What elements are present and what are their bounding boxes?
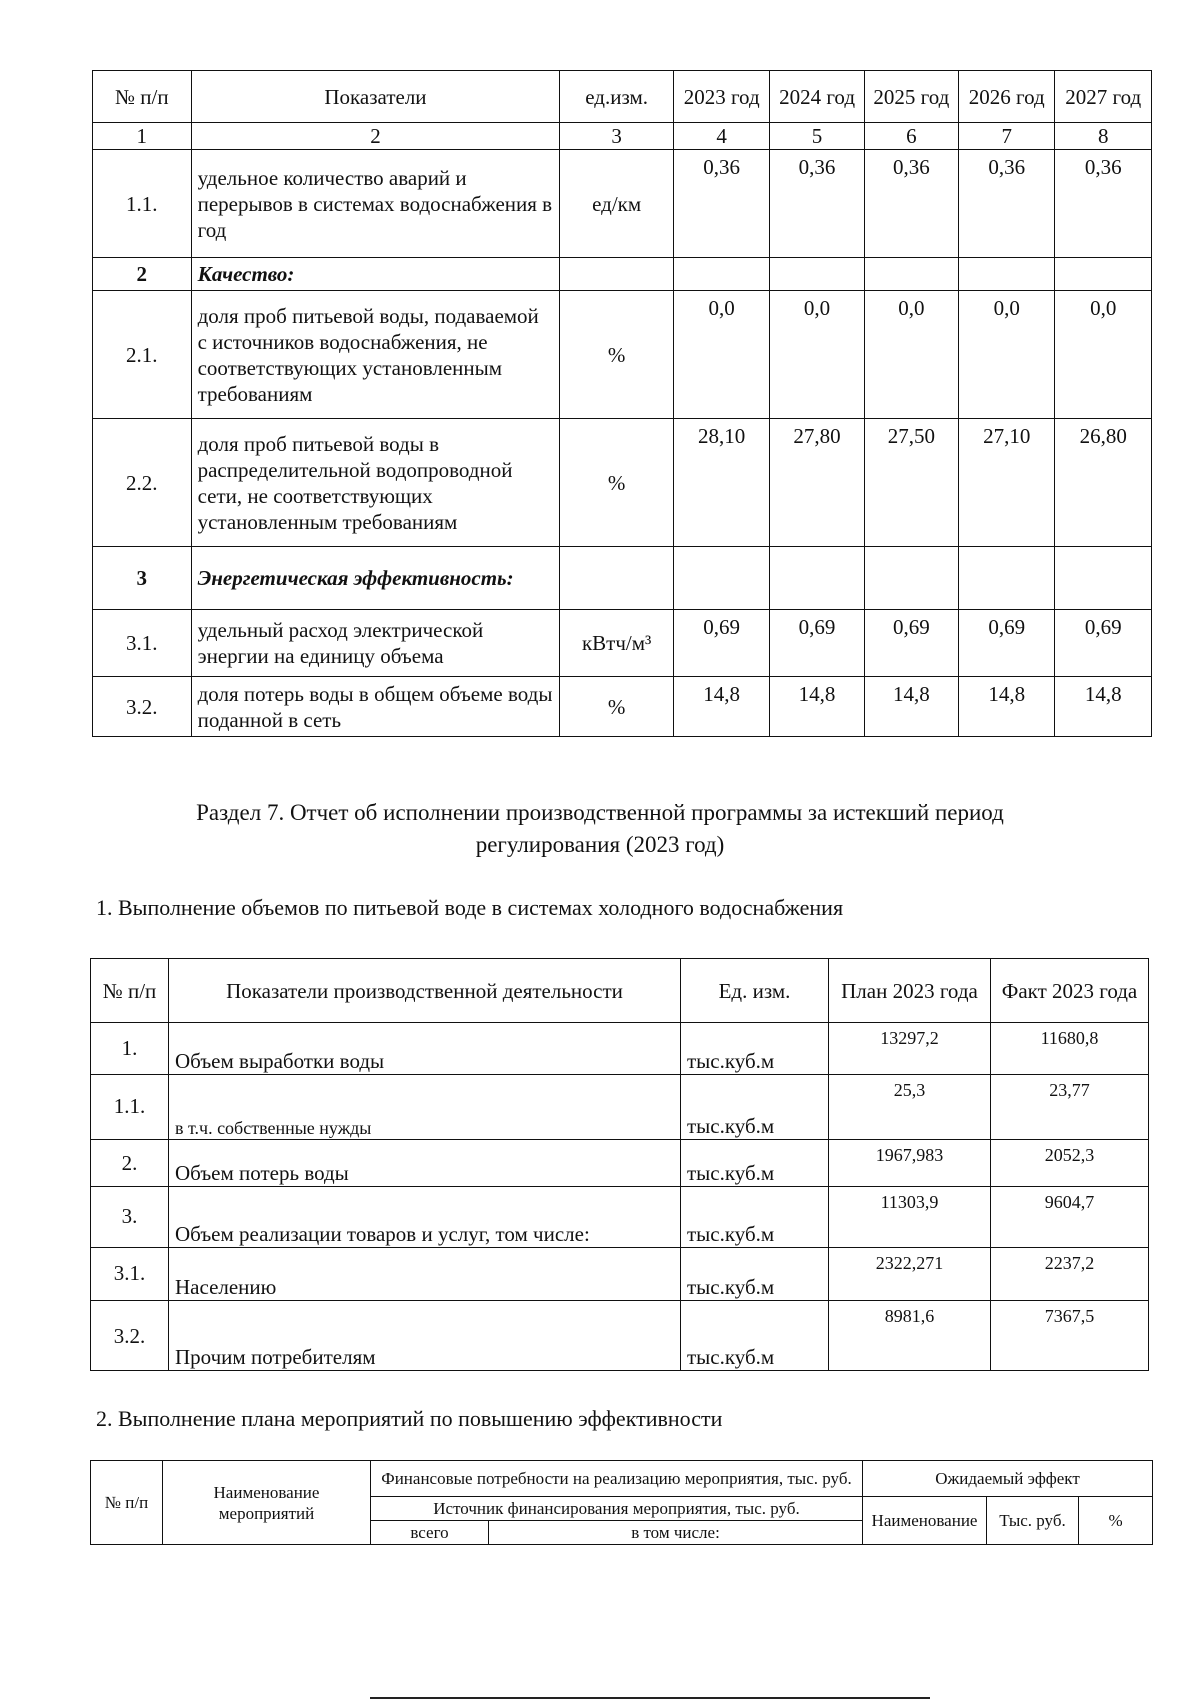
col-number: 8 (1055, 123, 1152, 150)
empty-cell (673, 547, 769, 610)
table-row (91, 1140, 1149, 1187)
value-2024: 0,0 (770, 291, 864, 419)
value-2023: 28,10 (673, 419, 769, 547)
header-year-2023: 2023 год (673, 71, 769, 123)
row-name: Прочим потребителям (169, 1301, 681, 1371)
row-name: Населению (169, 1248, 681, 1301)
row-unit: % (560, 419, 674, 547)
header-year-2027: 2027 год (1055, 71, 1152, 123)
row-num: 3. (91, 1187, 169, 1248)
row-unit: тыс.куб.м (681, 1187, 829, 1248)
plan-value: 25,3 (829, 1075, 991, 1140)
value-2027: 14,8 (1055, 677, 1152, 737)
header-year-2026: 2026 год (959, 71, 1055, 123)
col-number: 5 (770, 123, 864, 150)
header-effect-pct: % (1079, 1497, 1153, 1545)
header-unit: ед.изм. (560, 71, 674, 123)
header-year-2025: 2025 год (864, 71, 958, 123)
value-2024: 14,8 (770, 677, 864, 737)
header-measure-name: Наименование мероприятий (163, 1461, 371, 1545)
table-row (91, 1301, 1149, 1371)
row-num: 1. (91, 1023, 169, 1075)
row-unit: тыс.куб.м (681, 1301, 829, 1371)
col-number: 2 (191, 123, 560, 150)
empty-cell (673, 258, 769, 291)
plan-value: 2322,271 (829, 1248, 991, 1301)
empty-cell (864, 547, 958, 610)
value-2025: 0,69 (864, 610, 958, 677)
header-num: № п/п (93, 71, 192, 123)
value-2027: 26,80 (1055, 419, 1152, 547)
value-2026: 27,10 (959, 419, 1055, 547)
row-unit: % (560, 291, 674, 419)
col-number: 3 (560, 123, 674, 150)
row-num: 3.1. (93, 610, 192, 677)
value-2023: 0,0 (673, 291, 769, 419)
header-effect: Ожидаемый эффект (863, 1461, 1153, 1497)
table-row (93, 150, 1152, 258)
row-num: 3.2. (93, 677, 192, 737)
row-num: 2.1. (93, 291, 192, 419)
row-num: 3 (93, 547, 192, 610)
value-2026: 0,69 (959, 610, 1055, 677)
table-row (91, 1187, 1149, 1248)
row-num: 2. (91, 1140, 169, 1187)
row-name: доля проб питьевой воды, подаваемой с источников водоснабжения, не соответствующих установленным требованиям (191, 291, 560, 419)
header-indicator: Показатели (191, 71, 560, 123)
row-unit: тыс.куб.м (681, 1075, 829, 1140)
row-name: Объем потерь воды (169, 1140, 681, 1187)
fact-value: 11680,8 (991, 1023, 1149, 1075)
plan-value: 11303,9 (829, 1187, 991, 1248)
header-effect-name: Наименование (863, 1497, 987, 1545)
row-num: 3.2. (91, 1301, 169, 1371)
header-unit: Ед. изм. (681, 959, 829, 1023)
row-name: доля потерь воды в общем объеме воды поданной в сеть (191, 677, 560, 737)
subsection-heading-1: 1. Выполнение объемов по питьевой воде в системах холодного водоснабжения (96, 895, 844, 920)
row-name: Объем выработки воды (169, 1023, 681, 1075)
row-name: удельный расход электрической энергии на единицу объема (191, 610, 560, 677)
col-number: 7 (959, 123, 1055, 150)
section-title: Энергетическая эффективность: (191, 547, 560, 610)
value-2025: 0,36 (864, 150, 958, 258)
value-2023: 0,69 (673, 610, 769, 677)
table-row (93, 677, 1152, 737)
production-table (90, 958, 1149, 1371)
section-row (93, 547, 1152, 610)
section-row (93, 258, 1152, 291)
section-title-line2: регулирования (2023 год) (475, 832, 725, 857)
value-2026: 0,0 (959, 291, 1055, 419)
header-year-2024: 2024 год (770, 71, 864, 123)
fact-value: 2052,3 (991, 1140, 1149, 1187)
table-row (93, 419, 1152, 547)
plan-value: 8981,6 (829, 1301, 991, 1371)
value-2027: 0,69 (1055, 610, 1152, 677)
table-header-row (91, 1461, 1153, 1497)
header-finance: Финансовые потребности на реализацию мероприятия, тыс. руб. (371, 1461, 863, 1497)
value-2027: 0,0 (1055, 291, 1152, 419)
value-2025: 0,0 (864, 291, 958, 419)
row-name: доля проб питьевой воды в распределительной водопроводной сети, не соответствующих установленным требованиям (191, 419, 560, 547)
value-2026: 0,36 (959, 150, 1055, 258)
header-effect-rub: Тыс. руб. (987, 1497, 1079, 1545)
fact-value: 9604,7 (991, 1187, 1149, 1248)
header-plan: План 2023 года (829, 959, 991, 1023)
plan-value: 13297,2 (829, 1023, 991, 1075)
empty-cell (560, 547, 674, 610)
section-title: Качество: (191, 258, 560, 291)
table-header-row (91, 959, 1149, 1023)
table-row (93, 291, 1152, 419)
value-2023: 0,36 (673, 150, 769, 258)
empty-cell (770, 547, 864, 610)
value-2025: 14,8 (864, 677, 958, 737)
indicators-table (92, 70, 1152, 737)
header-including: в том числе: (489, 1521, 863, 1545)
row-num: 1.1. (91, 1075, 169, 1140)
plan-value: 1967,983 (829, 1140, 991, 1187)
section-title-line1: Раздел 7. Отчет об исполнении производственной программы за истекший период (196, 800, 1004, 825)
row-num: 1.1. (93, 150, 192, 258)
row-name: удельное количество аварий и перерывов в системах водоснабжения в год (191, 150, 560, 258)
empty-cell (560, 258, 674, 291)
row-num: 3.1. (91, 1248, 169, 1301)
header-fact: Факт 2023 года (991, 959, 1149, 1023)
empty-cell (1055, 258, 1152, 291)
row-num: 2.2. (93, 419, 192, 547)
row-unit: ед/км (560, 150, 674, 258)
subsection-heading-2: 2. Выполнение плана мероприятий по повышению эффективности (96, 1406, 723, 1431)
value-2026: 14,8 (959, 677, 1055, 737)
row-unit: % (560, 677, 674, 737)
empty-cell (864, 258, 958, 291)
table-row (91, 1248, 1149, 1301)
col-number: 1 (93, 123, 192, 150)
table-row (91, 1023, 1149, 1075)
row-num: 2 (93, 258, 192, 291)
row-unit: тыс.куб.м (681, 1140, 829, 1187)
row-unit: кВтч/м³ (560, 610, 674, 677)
table-header-row (93, 71, 1152, 123)
empty-cell (1055, 547, 1152, 610)
fact-value: 2237,2 (991, 1248, 1149, 1301)
header-source: Источник финансирования мероприятия, тыс. руб. (371, 1497, 863, 1521)
measures-table (90, 1460, 1153, 1545)
empty-cell (959, 258, 1055, 291)
empty-cell (959, 547, 1055, 610)
header-num: № п/п (91, 959, 169, 1023)
row-name: Объем реализации товаров и услуг, том числе: (169, 1187, 681, 1248)
row-unit: тыс.куб.м (681, 1248, 829, 1301)
header-num: № п/п (91, 1461, 163, 1545)
empty-cell (770, 258, 864, 291)
fact-value: 23,77 (991, 1075, 1149, 1140)
header-indicator: Показатели производственной деятельности (169, 959, 681, 1023)
footer-rule (370, 1697, 930, 1699)
table-row (93, 610, 1152, 677)
table-row (91, 1075, 1149, 1140)
header-total: всего (371, 1521, 489, 1545)
value-2024: 0,36 (770, 150, 864, 258)
col-number: 6 (864, 123, 958, 150)
col-number: 4 (673, 123, 769, 150)
column-number-row (93, 123, 1152, 150)
row-unit: тыс.куб.м (681, 1023, 829, 1075)
value-2023: 14,8 (673, 677, 769, 737)
value-2024: 27,80 (770, 419, 864, 547)
value-2025: 27,50 (864, 419, 958, 547)
value-2024: 0,69 (770, 610, 864, 677)
fact-value: 7367,5 (991, 1301, 1149, 1371)
value-2027: 0,36 (1055, 150, 1152, 258)
row-name: в т.ч. собственные нужды (169, 1075, 681, 1140)
